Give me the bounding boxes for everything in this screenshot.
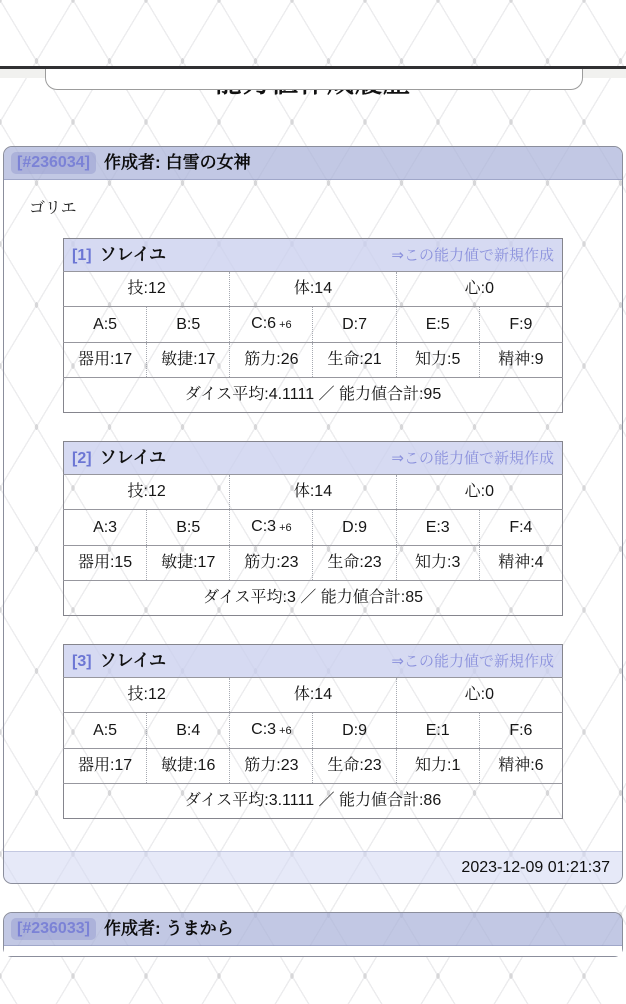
entry-index: [3] [72,653,92,670]
entry-table [63,644,563,819]
stat-cell: 精神:4 [479,546,562,581]
timestamp: 2023-12-09 01:21:37 [461,859,610,876]
stat-row [64,546,563,581]
group-cell: 体:14 [230,272,396,307]
group-cell: 心:0 [396,678,562,713]
stat-cell: 知力:1 [396,749,479,784]
stat-cell: 敏捷:16 [147,749,230,784]
section-header [4,913,622,946]
dice-bonus: +6 [279,725,292,737]
creator-label: 作成者: [103,153,161,172]
dice-cell: B:5 [147,510,230,546]
dice-row [64,713,563,749]
dice-cell: C:6 +6 [230,307,313,343]
dice-cell: A:5 [64,307,147,343]
group-cell: 体:14 [230,678,396,713]
stat-cell: 筋力:23 [230,749,313,784]
stat-cell: 生命:23 [313,546,396,581]
group-cell: 体:14 [230,475,396,510]
section-id-badge[interactable]: [#236034] [11,152,96,174]
stat-cell: 知力:3 [396,546,479,581]
stat-cell: 精神:6 [479,749,562,784]
section-id-badge[interactable]: [#236033] [11,918,96,940]
dice-row [64,510,563,546]
stat-row [64,343,563,378]
section-header [4,147,622,180]
creator-label: 作成者: [103,919,161,938]
dice-cell: F:4 [479,510,562,546]
dice-cell: D:9 [313,713,396,749]
section-body [4,180,622,819]
top-bar [0,66,626,69]
dice-cell: E:1 [396,713,479,749]
history-section [3,912,623,957]
dice-cell: D:7 [313,307,396,343]
dice-row [64,307,563,343]
stat-cell: 生命:23 [313,749,396,784]
creator-name: 白雪の女神 [165,153,251,172]
group-row [64,475,563,510]
stat-cell: 器用:15 [64,546,147,581]
dice-cell: E:3 [396,510,479,546]
dice-bonus: +6 [279,319,292,331]
summary-cell: ダイス平均:3 ／ 能力値合計:85 [64,581,563,616]
dice-cell: B:5 [147,307,230,343]
group-cell: 心:0 [396,475,562,510]
creator [104,152,251,174]
stat-cell: 筋力:23 [230,546,313,581]
entry-index: [1] [72,247,92,264]
entry-header [64,442,563,475]
entry-header [64,645,563,678]
summary-cell: ダイス平均:4.1111 ／ 能力値合計:95 [64,378,563,413]
history-section [3,146,623,884]
entry-table [63,441,563,616]
dice-bonus: +6 [279,522,292,534]
top-panel [45,69,583,90]
dice-cell: A:5 [64,713,147,749]
creator-note: ゴリエ [29,200,77,217]
dice-cell: D:9 [313,510,396,546]
dice-cell: F:6 [479,713,562,749]
stat-cell: 精神:9 [479,343,562,378]
group-row [64,272,563,307]
group-cell: 心:0 [396,272,562,307]
entry-table [63,238,563,413]
new-creation-link[interactable]: ⇒この能力値で新規作成 [391,449,554,467]
dice-cell: C:3 +6 [230,713,313,749]
stat-cell: 器用:17 [64,749,147,784]
history-list [0,146,626,957]
group-cell: 技:12 [64,475,230,510]
entries [4,238,622,819]
section-body [4,946,622,956]
dice-cell: F:9 [479,307,562,343]
stat-cell: 敏捷:17 [147,343,230,378]
entry-name: ソレイユ [99,245,167,264]
entry-name: ソレイユ [99,651,167,670]
creator-name: うまから [165,919,234,938]
summary-cell: ダイス平均:3.1111 ／ 能力値合計:86 [64,784,563,819]
entry-header [64,239,563,272]
stat-cell: 知力:5 [396,343,479,378]
new-creation-link[interactable]: ⇒この能力値で新規作成 [391,652,554,670]
new-creation-link[interactable]: ⇒この能力値で新規作成 [391,246,554,264]
entry-name: ソレイユ [99,448,167,467]
dice-cell: B:4 [147,713,230,749]
entry-index: [2] [72,450,92,467]
group-cell: 技:12 [64,272,230,307]
group-cell: 技:12 [64,678,230,713]
dice-cell: C:3 +6 [230,510,313,546]
stat-row [64,749,563,784]
dice-cell: E:5 [396,307,479,343]
stat-cell: 生命:21 [313,343,396,378]
section-footer [4,851,622,883]
stat-cell: 敏捷:17 [147,546,230,581]
stat-cell: 筋力:26 [230,343,313,378]
group-row [64,678,563,713]
creator [104,918,234,940]
stat-cell: 器用:17 [64,343,147,378]
dice-cell: A:3 [64,510,147,546]
